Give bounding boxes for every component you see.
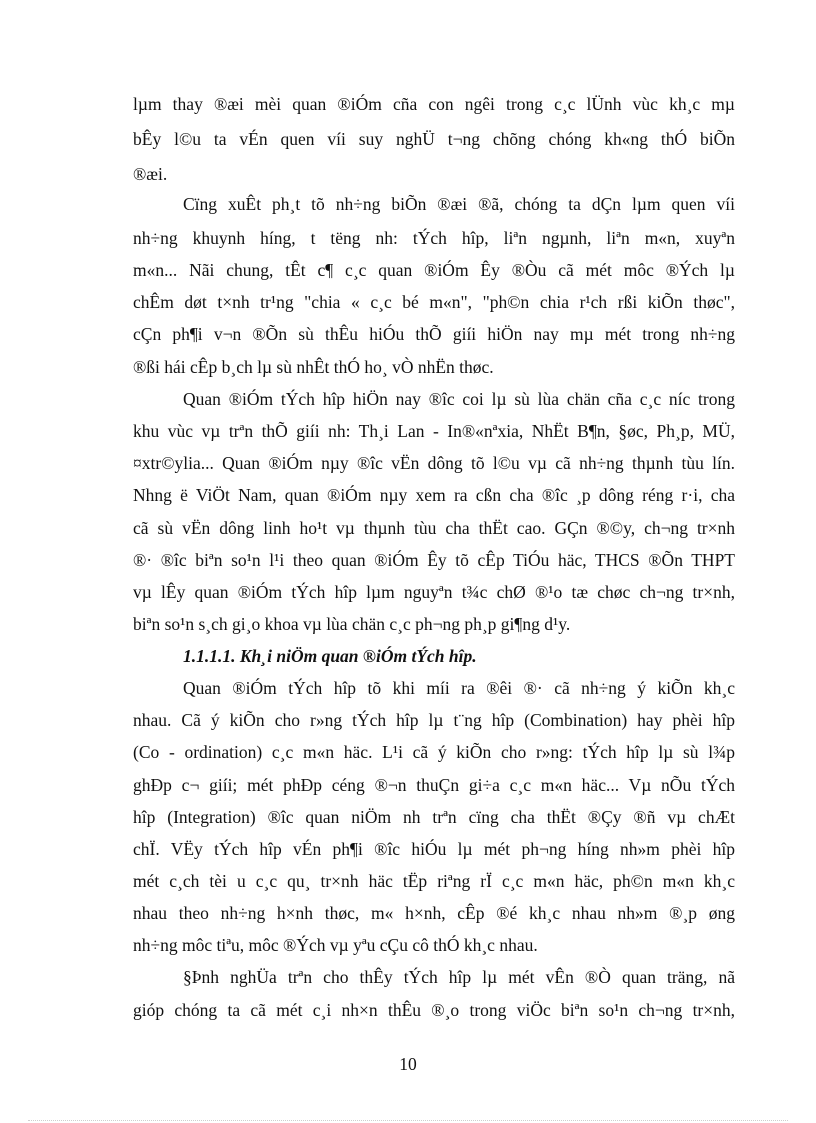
text-line: Quan ®iÓm tÝch hîp tõ khi míi ra ®êi ®· cã nh÷ng ý kiÕn kh¸c [183, 678, 735, 698]
text-line: ®· ®îc biªn so¹n l¹i theo quan ®iÓm Êy tõ cÊp TiÓu häc, THCS ®Õn THPT [133, 550, 735, 570]
text-line: nhau. Cã ý kiÕn cho r»ng tÝch hîp lµ t¨ng hîp (Combination) hay phèi hîp [133, 710, 735, 730]
text-line: §Þnh nghÜa trªn cho thÊy tÝch hîp lµ mét vÊn ®Ò quan träng, nã [183, 967, 735, 987]
text-line: (Co - ordination) c¸c m«n häc. L¹i cã ý kiÕn cho r»ng: tÝch hîp lµ sù l¾p [133, 742, 735, 762]
text-line: nhau theo nh÷ng h×nh thøc, m« h×nh, cÊp ®é kh¸c nhau nh»m ®¸p øng [133, 903, 735, 923]
text-line: khu vùc vµ trªn thÕ giíi nh: Th¸i Lan - In®«nªxia, NhËt B¶n, §øc, Ph¸p, MÜ, [133, 421, 735, 441]
text-line: mét c¸ch tèi u c¸c qu¸ tr×nh häc tËp riªng rÏ c¸c m«n häc, ph©n m«n kh¸c [133, 871, 735, 891]
text-line: Nhng ë ViÖt Nam, quan ®iÓm nµy xem ra cßn cha ®îc ¸p dông réng r·i, cha [133, 485, 735, 505]
text-line: ¤xtr©ylia... Quan ®iÓm nµy ®îc vËn dông tõ l©u vµ cã nh÷ng thµnh tùu lín. [133, 453, 735, 473]
text-line: lµm thay ®æi mèi quan ®iÓm cña con ngêi trong c¸c lÜnh vùc kh¸c mµ [133, 94, 735, 114]
page-bottom-rule [28, 1120, 788, 1121]
text-line: cÇn ph¶i v¬n ®Õn sù thÊu hiÓu thÕ giíi hiÖn nay mµ mét trong nh÷ng [133, 324, 735, 344]
text-line: Cïng xuÊt ph¸t tõ nh÷ng biÕn ®æi ®ã, chóng ta dÇn lµm quen víi [183, 194, 735, 214]
text-line: chÏ. VËy tÝch hîp vÉn ph¶i ®îc hiÓu lµ mét ph¬ng híng nh»m phèi hîp [133, 839, 735, 859]
text-line: nh÷ng khuynh híng, t tëng nh: tÝch hîp, liªn ngµnh, liªn m«n, xuyªn [133, 228, 735, 248]
text-line: biªn so¹n s¸ch gi¸o khoa vµ lùa chän c¸c ph¬ng ph¸p gi¶ng d¹y. [133, 614, 571, 634]
text-line: chÊm døt t×nh tr¹ng "chia « c¸c bé m«n", "ph©n chia r¹ch rßi kiÕn thøc", [133, 292, 735, 312]
text-line: m«n... Nãi chung, tÊt c¶ c¸c quan ®iÓm Êy ®Òu cã mét môc ®Ých lµ [133, 260, 735, 280]
text-line: ®æi. [133, 164, 168, 184]
text-line: nh÷ng môc tiªu, môc ®Ých vµ yªu cÇu cô thÓ kh¸c nhau. [133, 935, 538, 955]
text-line: ghÐp c¬ giíi; mét phÐp céng ®¬n thuÇn gi÷a c¸c m«n häc... Vµ nÕu tÝch [133, 775, 735, 795]
text-line: Quan ®iÓm tÝch hîp hiÖn nay ®îc coi lµ sù lùa chän cña c¸c níc trong [183, 389, 735, 409]
text-line: bÊy l©u ta vÉn quen víi suy nghÜ t¬ng chõng chóng kh«ng thÓ biÕn [133, 129, 735, 149]
text-line: hîp (Integration) ®îc quan niÖm nh trªn cïng cha thËt ®Çy ®ñ vµ chÆt [133, 807, 735, 827]
text-line: vµ lÊy quan ®iÓm tÝch hîp lµm nguyªn t¾c chØ ®¹o tæ chøc ch¬ng tr×nh, [133, 582, 735, 602]
section-heading: 1.1.1.1. Kh¸i niÖm quan ®iÓm tÝch hîp. [183, 646, 477, 666]
text-line: cã sù vËn dông linh ho¹t vµ thµnh tùu cha thËt cao. GÇn ®©y, ch¬ng tr×nh [133, 518, 735, 538]
text-line: gióp chóng ta cã mét c¸i nh×n thÊu ®¸o trong viÖc biªn so¹n ch¬ng tr×nh, [133, 1000, 735, 1020]
page-number: 10 [399, 1054, 417, 1074]
text-line: ®ßi hái cÊp b¸ch lµ sù nhÊt thÓ ho¸ vÒ nhËn thøc. [133, 357, 494, 377]
